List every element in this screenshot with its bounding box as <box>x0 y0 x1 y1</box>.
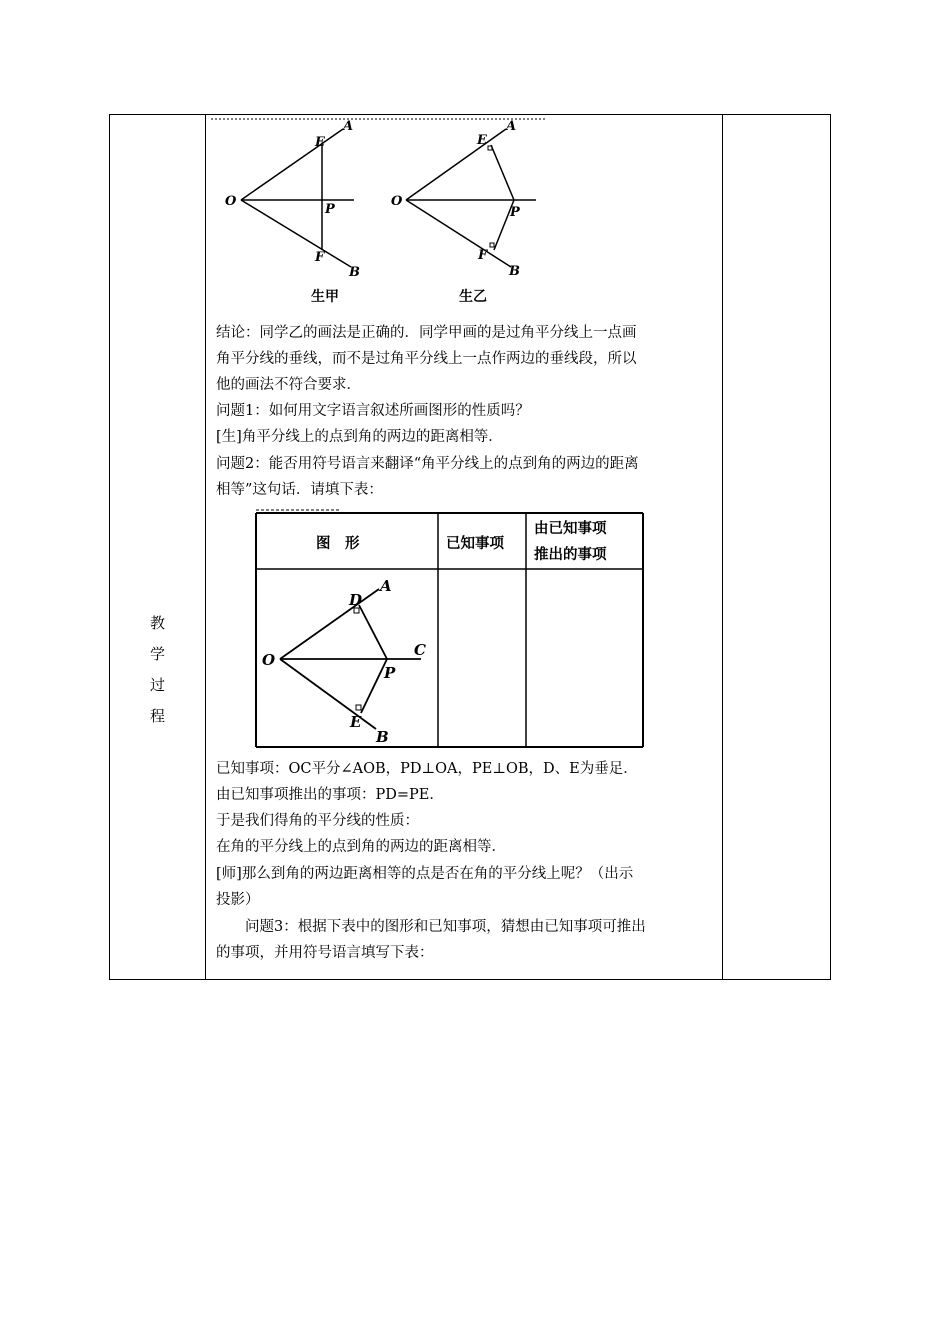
text-line: 结论：同学乙的画法是正确的．同学甲画的是过角平分线上一点画 <box>216 325 637 341</box>
caption-student-b: 生乙 <box>459 289 487 305</box>
label-E: E <box>477 133 487 148</box>
figure-student-b <box>391 119 536 305</box>
text-line: 问题3：根据下表中的图形和已知事项，猜想由已知事项可推出 <box>216 919 646 935</box>
label-O: O <box>262 651 276 669</box>
teaching-content <box>206 115 722 979</box>
label-A: A <box>380 577 392 595</box>
lesson-table <box>109 114 831 980</box>
label-A: A <box>506 119 517 134</box>
side-char: 学 <box>149 645 165 663</box>
label-P: P <box>384 664 396 682</box>
caption-student-a: 生甲 <box>311 289 339 305</box>
text-line: 相等”这句话．请填下表： <box>216 482 383 498</box>
text-line: 角平分线的垂线，而不是过角平分线上一点作两边的垂线段，所以 <box>216 351 637 367</box>
label-F: F <box>478 248 488 263</box>
label-O: O <box>225 194 237 209</box>
text-line: 在角的平分线上的点到角的两边的距离相等． <box>216 839 506 855</box>
text-line: [师]那么到角的两边距离相等的点是否在角的平分线上呢？（出示 <box>216 866 634 882</box>
side-label <box>110 608 205 732</box>
table-header-derived: 推出的事项 <box>534 546 607 563</box>
text-line: 已知事项：OC平分∠AOB，PD⊥OA，PE⊥OB，D、E为垂足． <box>216 761 638 777</box>
table-header-known: 已知事项 <box>446 535 504 552</box>
label-P: P <box>325 202 335 217</box>
text-line: 问题1：如何用文字语言叙述所画图形的性质吗？ <box>216 403 530 419</box>
label-C: C <box>414 641 426 659</box>
text-line: 由已知事项推出的事项：PD=PE． <box>216 787 444 803</box>
property-table <box>246 505 646 750</box>
side-char: 过 <box>149 676 165 694</box>
student-figures <box>211 115 551 315</box>
label-O: O <box>391 194 403 209</box>
text-line: 于是我们得角的平分线的性质： <box>216 813 419 829</box>
text-line: 的事项，并用符号语言填写下表： <box>216 945 434 961</box>
text-line: 投影） <box>216 892 260 908</box>
text-line: [生]角平分线上的点到角的两边的距离相等． <box>216 429 503 445</box>
text-line: 问题2：能否用符号语言来翻译“角平分线上的点到角的两边的距离 <box>216 456 639 472</box>
side-char: 教 <box>149 614 165 632</box>
figure-student-a <box>225 119 360 305</box>
figure-bisector <box>262 577 426 746</box>
table-header-figure: 图 形 <box>316 535 360 552</box>
column-divider-right <box>722 115 723 979</box>
label-E: E <box>350 713 362 731</box>
label-B: B <box>349 265 360 280</box>
text-line: 他的画法不符合要求． <box>216 377 361 393</box>
label-E: E <box>315 135 325 150</box>
label-B: B <box>376 728 389 746</box>
label-B: B <box>509 264 520 279</box>
table-header-derived: 由已知事项 <box>534 520 607 537</box>
label-A: A <box>343 119 354 134</box>
label-P: P <box>510 205 520 220</box>
label-F: F <box>315 250 325 265</box>
label-D: D <box>349 591 363 609</box>
side-char: 程 <box>149 707 165 725</box>
